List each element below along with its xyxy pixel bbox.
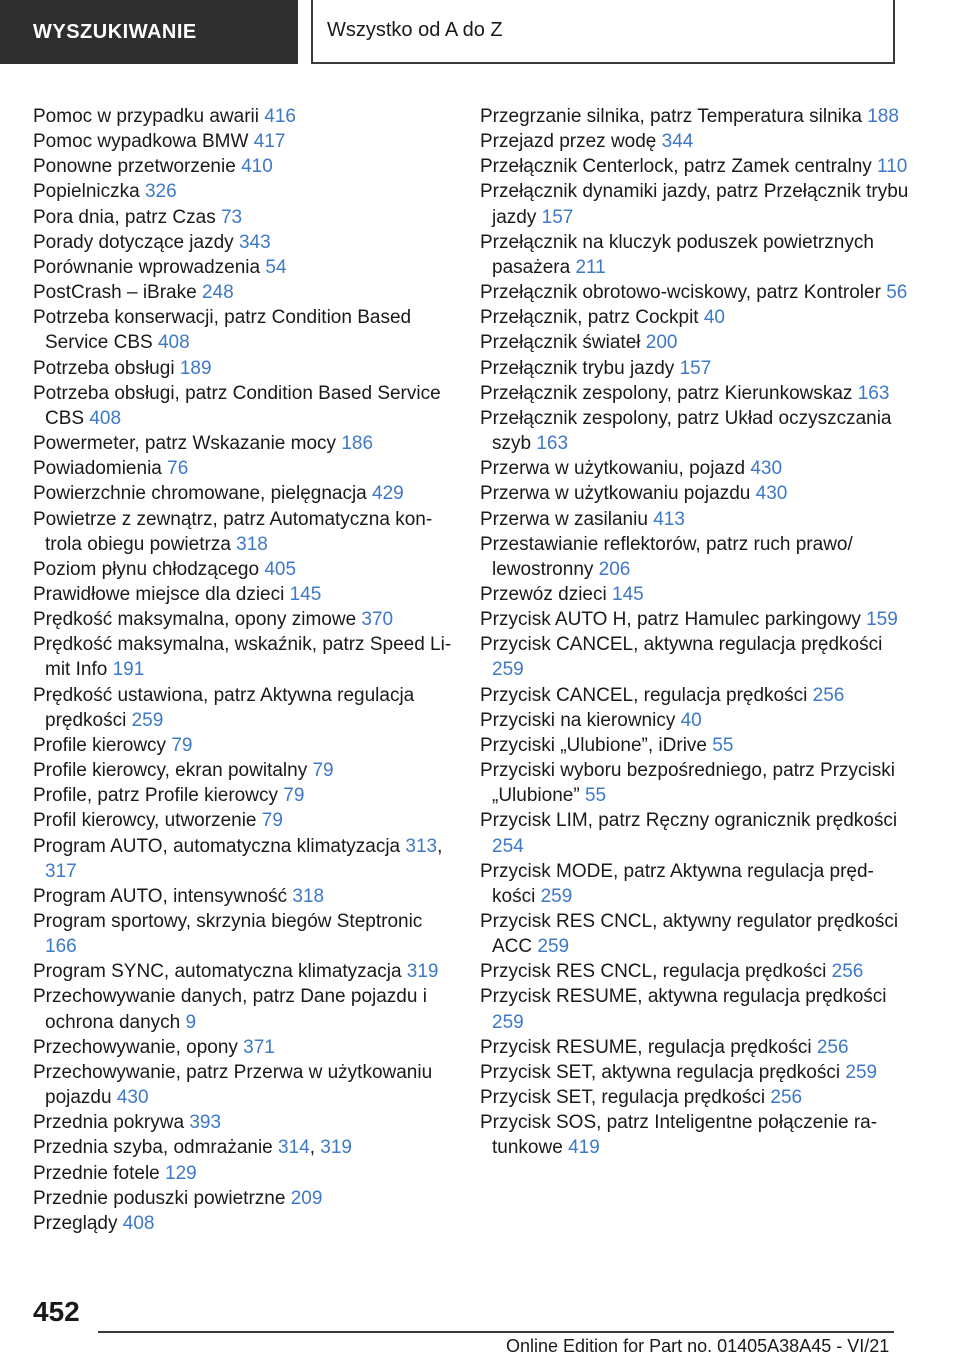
- index-entry: [480, 129, 910, 154]
- index-term: Przełącznik, patrz Cockpit: [480, 307, 699, 329]
- index-entry: [33, 607, 453, 632]
- index-entry: [33, 280, 453, 305]
- page-link[interactable]: 430: [116, 1087, 149, 1109]
- index-term: Przycisk RESUME, regulacja prędkości: [480, 1036, 812, 1058]
- index-entry: [33, 1035, 453, 1060]
- index-entry: [480, 1085, 910, 1110]
- page-link[interactable]: 9: [185, 1011, 197, 1033]
- page-link[interactable]: 254: [492, 835, 524, 857]
- index-term: Pora dnia, patrz Czas: [33, 206, 216, 228]
- index-term: Przerwa w użytkowaniu pojazdu: [480, 483, 751, 505]
- index-entry: [33, 909, 453, 959]
- page-link[interactable]: 73: [220, 206, 243, 228]
- page-link[interactable]: 371: [243, 1036, 275, 1058]
- page-link[interactable]: 313: [405, 835, 438, 857]
- page-link[interactable]: 79: [312, 760, 334, 782]
- index-term: Powiadomienia: [33, 458, 162, 480]
- index-term: Potrzeba konserwacji, patrz Condition Based Service CBS: [33, 307, 412, 354]
- index-column-left: [33, 104, 453, 1236]
- index-entry: [480, 305, 910, 330]
- page-link[interactable]: 40: [703, 307, 725, 329]
- index-entry: [480, 708, 910, 733]
- page-link[interactable]: 393: [189, 1112, 222, 1134]
- page-link[interactable]: 145: [289, 583, 322, 605]
- edition-note: Online Edition for Part no. 01405A38A45 - VI/21: [506, 1336, 890, 1356]
- index-term: Przełącznik trybu jazdy: [480, 357, 675, 379]
- index-entry: [480, 859, 910, 909]
- page-link[interactable]: 408: [122, 1212, 155, 1234]
- index-term: Powierzchnie chromowane, pielęgnacja: [33, 483, 367, 505]
- index-entry: [33, 431, 453, 456]
- index-entry: [33, 356, 453, 381]
- index-entry: [33, 984, 453, 1034]
- section-tab[interactable]: WYSZUKIWANIE: [0, 0, 298, 64]
- index-term: Przyciski „Ulubione”, iDrive: [480, 734, 707, 756]
- page-link[interactable]: 56: [886, 282, 908, 304]
- index-entry: [480, 733, 910, 758]
- footer-divider: [98, 1331, 894, 1333]
- index-term: Przyciski na kierownicy: [480, 709, 676, 731]
- index-term: Przednie poduszki powietrzne: [33, 1187, 286, 1209]
- index-entry: [480, 1060, 910, 1085]
- index-entry: [480, 507, 910, 532]
- index-term: Przechowywanie, opony: [33, 1036, 238, 1058]
- index-term: Przełącznik dynamiki jazdy, patrz Przełącznik trybu jazdy: [480, 181, 909, 228]
- page-link[interactable]: 186: [341, 433, 374, 455]
- page-link[interactable]: 430: [750, 458, 783, 480]
- index-term: Przycisk LIM, patrz Ręczny ogranicznik prędkości: [480, 810, 898, 832]
- index-entry: [480, 607, 910, 632]
- index-term: Popielniczka: [33, 181, 140, 203]
- page-link[interactable]: 79: [283, 785, 305, 807]
- index-term: Prędkość ustawiona, patrz Aktywna regulacja prędkości: [33, 684, 415, 731]
- index-term: Profile kierowcy, ekran powitalny: [33, 760, 308, 782]
- index-entry: [480, 381, 910, 406]
- index-term: Pomoc wypadkowa BMW: [33, 131, 249, 153]
- index-entry: [480, 481, 910, 506]
- index-term: Przycisk RESUME, aktywna regulacja prędkości: [480, 986, 887, 1008]
- index-term: Przycisk RES CNCL, aktywny regulator prędkości ACC: [480, 911, 899, 958]
- page-link[interactable]: 129: [165, 1162, 197, 1184]
- page-link[interactable]: 79: [261, 810, 283, 832]
- index-entry: [480, 683, 910, 708]
- index-term: Program AUTO, intensywność: [33, 885, 288, 907]
- index-entry: [480, 582, 910, 607]
- index-entry: [33, 683, 453, 733]
- page-link[interactable]: 110: [877, 156, 908, 178]
- page-link[interactable]: 408: [157, 332, 190, 354]
- page-link[interactable]: 419: [568, 1137, 600, 1159]
- page-link[interactable]: 55: [712, 734, 734, 756]
- index-entry: [33, 758, 453, 783]
- index-term: Profile kierowcy: [33, 734, 167, 756]
- index-entry: [33, 230, 453, 255]
- index-entry: [33, 104, 453, 129]
- page-link[interactable]: 188: [867, 106, 899, 127]
- index-entry: [480, 532, 910, 582]
- index-term: Porady dotyczące jazdy: [33, 231, 234, 253]
- index-term: Przestawianie reflektorów, patrz ruch prawo/ lewostronny: [480, 533, 853, 580]
- page-link[interactable]: 157: [679, 357, 712, 379]
- index-term: Profil kierowcy, utworzenie: [33, 810, 257, 832]
- index-term: Przerwa w zasilaniu: [480, 508, 648, 530]
- index-entry: [33, 1135, 453, 1160]
- index-term: Przycisk MODE, patrz Aktywna regulacja prędkości: [480, 860, 874, 907]
- index-entry: [480, 1035, 910, 1060]
- index-entry: [33, 582, 453, 607]
- index-term: Potrzeba obsługi: [33, 357, 175, 379]
- index-term: Prawidłowe miejsce dla dzieci: [33, 583, 285, 605]
- index-term: Przycisk CANCEL, regulacja prędkości: [480, 684, 808, 706]
- index-column-right: [480, 104, 910, 1161]
- index-term: Program AUTO, automatyczna klimatyzacja: [33, 835, 401, 857]
- page-link[interactable]: 259: [537, 936, 570, 958]
- page-link[interactable]: 159: [866, 609, 898, 631]
- index-entry: [33, 557, 453, 582]
- index-term: PostCrash – iBrake: [33, 282, 197, 304]
- index-term: Prędkość maksymalna, opony zimowe: [33, 609, 357, 631]
- page-header: [0, 0, 960, 66]
- page-link[interactable]: 314: [278, 1137, 310, 1159]
- page-link[interactable]: 408: [89, 407, 122, 429]
- index-entry: [33, 632, 453, 682]
- index-entry: [33, 456, 453, 481]
- index-entry: [33, 1110, 453, 1135]
- subsection-title: Wszystko od A do Z: [311, 0, 895, 64]
- index-term: Prędkość maksymalna, wskaźnik, patrz Speed Limit Info: [33, 634, 452, 681]
- page-link[interactable]: 410: [241, 156, 273, 178]
- index-entry: [480, 104, 910, 129]
- index-entry: [480, 1110, 910, 1160]
- page-link[interactable]: 259: [540, 885, 573, 907]
- index-entry: [33, 255, 453, 280]
- index-entry: [33, 381, 453, 431]
- page-link[interactable]: 206: [598, 558, 631, 580]
- page-link[interactable]: 343: [238, 231, 271, 253]
- index-term: Przełącznik Centerlock, patrz Zamek centralny: [480, 156, 872, 178]
- index-term: Ponowne przetworzenie: [33, 156, 236, 178]
- index-entry: [33, 834, 453, 884]
- index-entry: [33, 1161, 453, 1186]
- page-link[interactable]: 166: [45, 936, 77, 958]
- page-link[interactable]: 405: [264, 558, 297, 580]
- index-term: Powietrze z zewnątrz, patrz Automatyczna kontrola obiegu powietrza: [33, 508, 433, 555]
- page-link[interactable]: 145: [612, 583, 644, 605]
- index-entry: [33, 305, 453, 355]
- index-term: Przeglądy: [33, 1212, 118, 1234]
- index-entry: [33, 783, 453, 808]
- page-link[interactable]: 318: [236, 533, 268, 555]
- index-entry: [33, 1211, 453, 1236]
- index-entry: [480, 984, 910, 1034]
- index-entry: [480, 909, 910, 959]
- index-term: Przycisk SET, regulacja prędkości: [480, 1087, 766, 1109]
- page-link[interactable]: 259: [492, 659, 524, 681]
- index-entry: [480, 632, 910, 682]
- page-link[interactable]: 326: [144, 181, 177, 203]
- page-link[interactable]: 54: [265, 256, 287, 278]
- page-link[interactable]: 370: [361, 609, 394, 631]
- page-link[interactable]: 209: [290, 1187, 323, 1209]
- index-term: Przełącznik obrotowo-wciskowy, patrz Kontroler: [480, 282, 881, 304]
- page-link[interactable]: 40: [680, 709, 702, 731]
- index-term: Poziom płynu chłodzącego: [33, 558, 260, 580]
- page-link[interactable]: 319: [406, 961, 439, 983]
- page-link[interactable]: 318: [292, 885, 325, 907]
- index-term: Profile, patrz Profile kierowcy: [33, 785, 278, 807]
- index-entry: [480, 154, 910, 179]
- index-term: Przednia szyba, odmrażanie: [33, 1137, 273, 1159]
- index-term: Przejazd przez wodę: [480, 131, 657, 153]
- page-link[interactable]: 317: [45, 860, 77, 882]
- page-link[interactable]: 55: [584, 785, 607, 807]
- index-term: Przednia pokrywa: [33, 1112, 185, 1134]
- index-term: Przycisk SET, aktywna regulacja prędkości: [480, 1061, 841, 1083]
- page-link[interactable]: 413: [653, 508, 685, 530]
- index-term: Przełącznik zespolony, patrz Układ oczyszczania szyb: [480, 407, 892, 455]
- index-entry: [480, 179, 910, 229]
- index-entry: [33, 179, 453, 204]
- page-link[interactable]: 256: [770, 1087, 803, 1109]
- index-term: Przycisk CANCEL, aktywna regulacja prędkości: [480, 634, 883, 656]
- index-term: Przechowywanie, patrz Przerwa w użytkowaniu pojazdu: [33, 1061, 433, 1109]
- index-entry: [480, 808, 910, 858]
- index-entry: [480, 758, 910, 808]
- index-entry: [480, 356, 910, 381]
- page-link[interactable]: 157: [541, 206, 574, 228]
- index-entry: [33, 154, 453, 179]
- index-entry: [480, 406, 910, 456]
- index-term: Przycisk RES CNCL, regulacja prędkości: [480, 961, 827, 983]
- page-link[interactable]: 344: [661, 131, 694, 153]
- index-entry: [33, 959, 453, 984]
- page-link[interactable]: 76: [167, 458, 189, 480]
- index-term: Przełącznik na kluczyk poduszek powietrznych pasażera: [480, 231, 874, 278]
- index-term: Przednie fotele: [33, 1162, 160, 1184]
- index-term: Program sportowy, skrzynia biegów Steptronic: [33, 911, 423, 932]
- page-link[interactable]: 189: [179, 357, 212, 379]
- page-link[interactable]: 430: [755, 483, 788, 505]
- index-entry: [33, 884, 453, 909]
- index-term: Program SYNC, automatyczna klimatyzacja: [33, 961, 402, 983]
- page-link[interactable]: 256: [816, 1036, 849, 1058]
- page-link[interactable]: 417: [253, 131, 286, 153]
- index-term: Przechowywanie danych, patrz Dane pojazdu i ochrona danych: [33, 986, 427, 1033]
- page-link[interactable]: 259: [845, 1061, 878, 1083]
- index-entry: [480, 230, 910, 280]
- page-link[interactable]: 200: [645, 332, 678, 354]
- index-entry: [480, 280, 910, 305]
- index-entry: [480, 456, 910, 481]
- index-entry: [33, 481, 453, 506]
- page-link[interactable]: 163: [536, 433, 569, 455]
- page-link[interactable]: 211: [575, 256, 606, 278]
- index-term: Potrzeba obsługi, patrz Condition Based Service CBS: [33, 382, 441, 429]
- index-term: Przewóz dzieci: [480, 583, 607, 605]
- page-link[interactable]: 259: [131, 709, 164, 731]
- index-entry: [33, 1186, 453, 1211]
- index-term: Przerwa w użytkowaniu, pojazd: [480, 458, 746, 480]
- index-term: Przyciski wyboru bezpośredniego, patrz Przyciski „Ulubione”: [480, 760, 895, 807]
- index-entry: [480, 959, 910, 984]
- index-term: Przegrzanie silnika, patrz Temperatura silnika: [480, 106, 862, 127]
- index-entry: [33, 1060, 453, 1110]
- page-link[interactable]: 259: [492, 1011, 524, 1033]
- page-link[interactable]: 191: [112, 659, 145, 681]
- index-term: Przełącznik zespolony, patrz Kierunkowskaz: [480, 382, 853, 404]
- index-term: Powermeter, patrz Wskazanie mocy: [33, 433, 337, 455]
- index-entry: [33, 129, 453, 154]
- index-entry: [33, 507, 453, 557]
- index-term: Przycisk AUTO H, patrz Hamulec parkingowy: [480, 609, 861, 631]
- index-term: Pomoc w przypadku awarii: [33, 106, 259, 127]
- index-term: Porównanie wprowadzenia: [33, 256, 261, 278]
- page-separator: ,: [309, 1137, 316, 1159]
- index-term: Przycisk SOS, patrz Inteligentne połączenie ratunkowe: [480, 1112, 878, 1159]
- page-link[interactable]: 416: [264, 106, 296, 127]
- page-link[interactable]: 256: [812, 684, 845, 706]
- page-link[interactable]: 248: [201, 282, 234, 304]
- index-entry: [480, 330, 910, 355]
- index-entry: [33, 205, 453, 230]
- page-separator: ,: [437, 835, 443, 857]
- page-link[interactable]: 429: [372, 483, 404, 505]
- page-link[interactable]: 79: [171, 734, 193, 756]
- page-number: 452: [33, 1296, 80, 1327]
- index-entry: [33, 733, 453, 758]
- index-term: Przełącznik świateł: [480, 332, 641, 354]
- index-entry: [33, 808, 453, 833]
- page-link[interactable]: 319: [320, 1137, 352, 1159]
- page-link[interactable]: 163: [857, 382, 890, 404]
- page-link[interactable]: 256: [831, 961, 864, 983]
